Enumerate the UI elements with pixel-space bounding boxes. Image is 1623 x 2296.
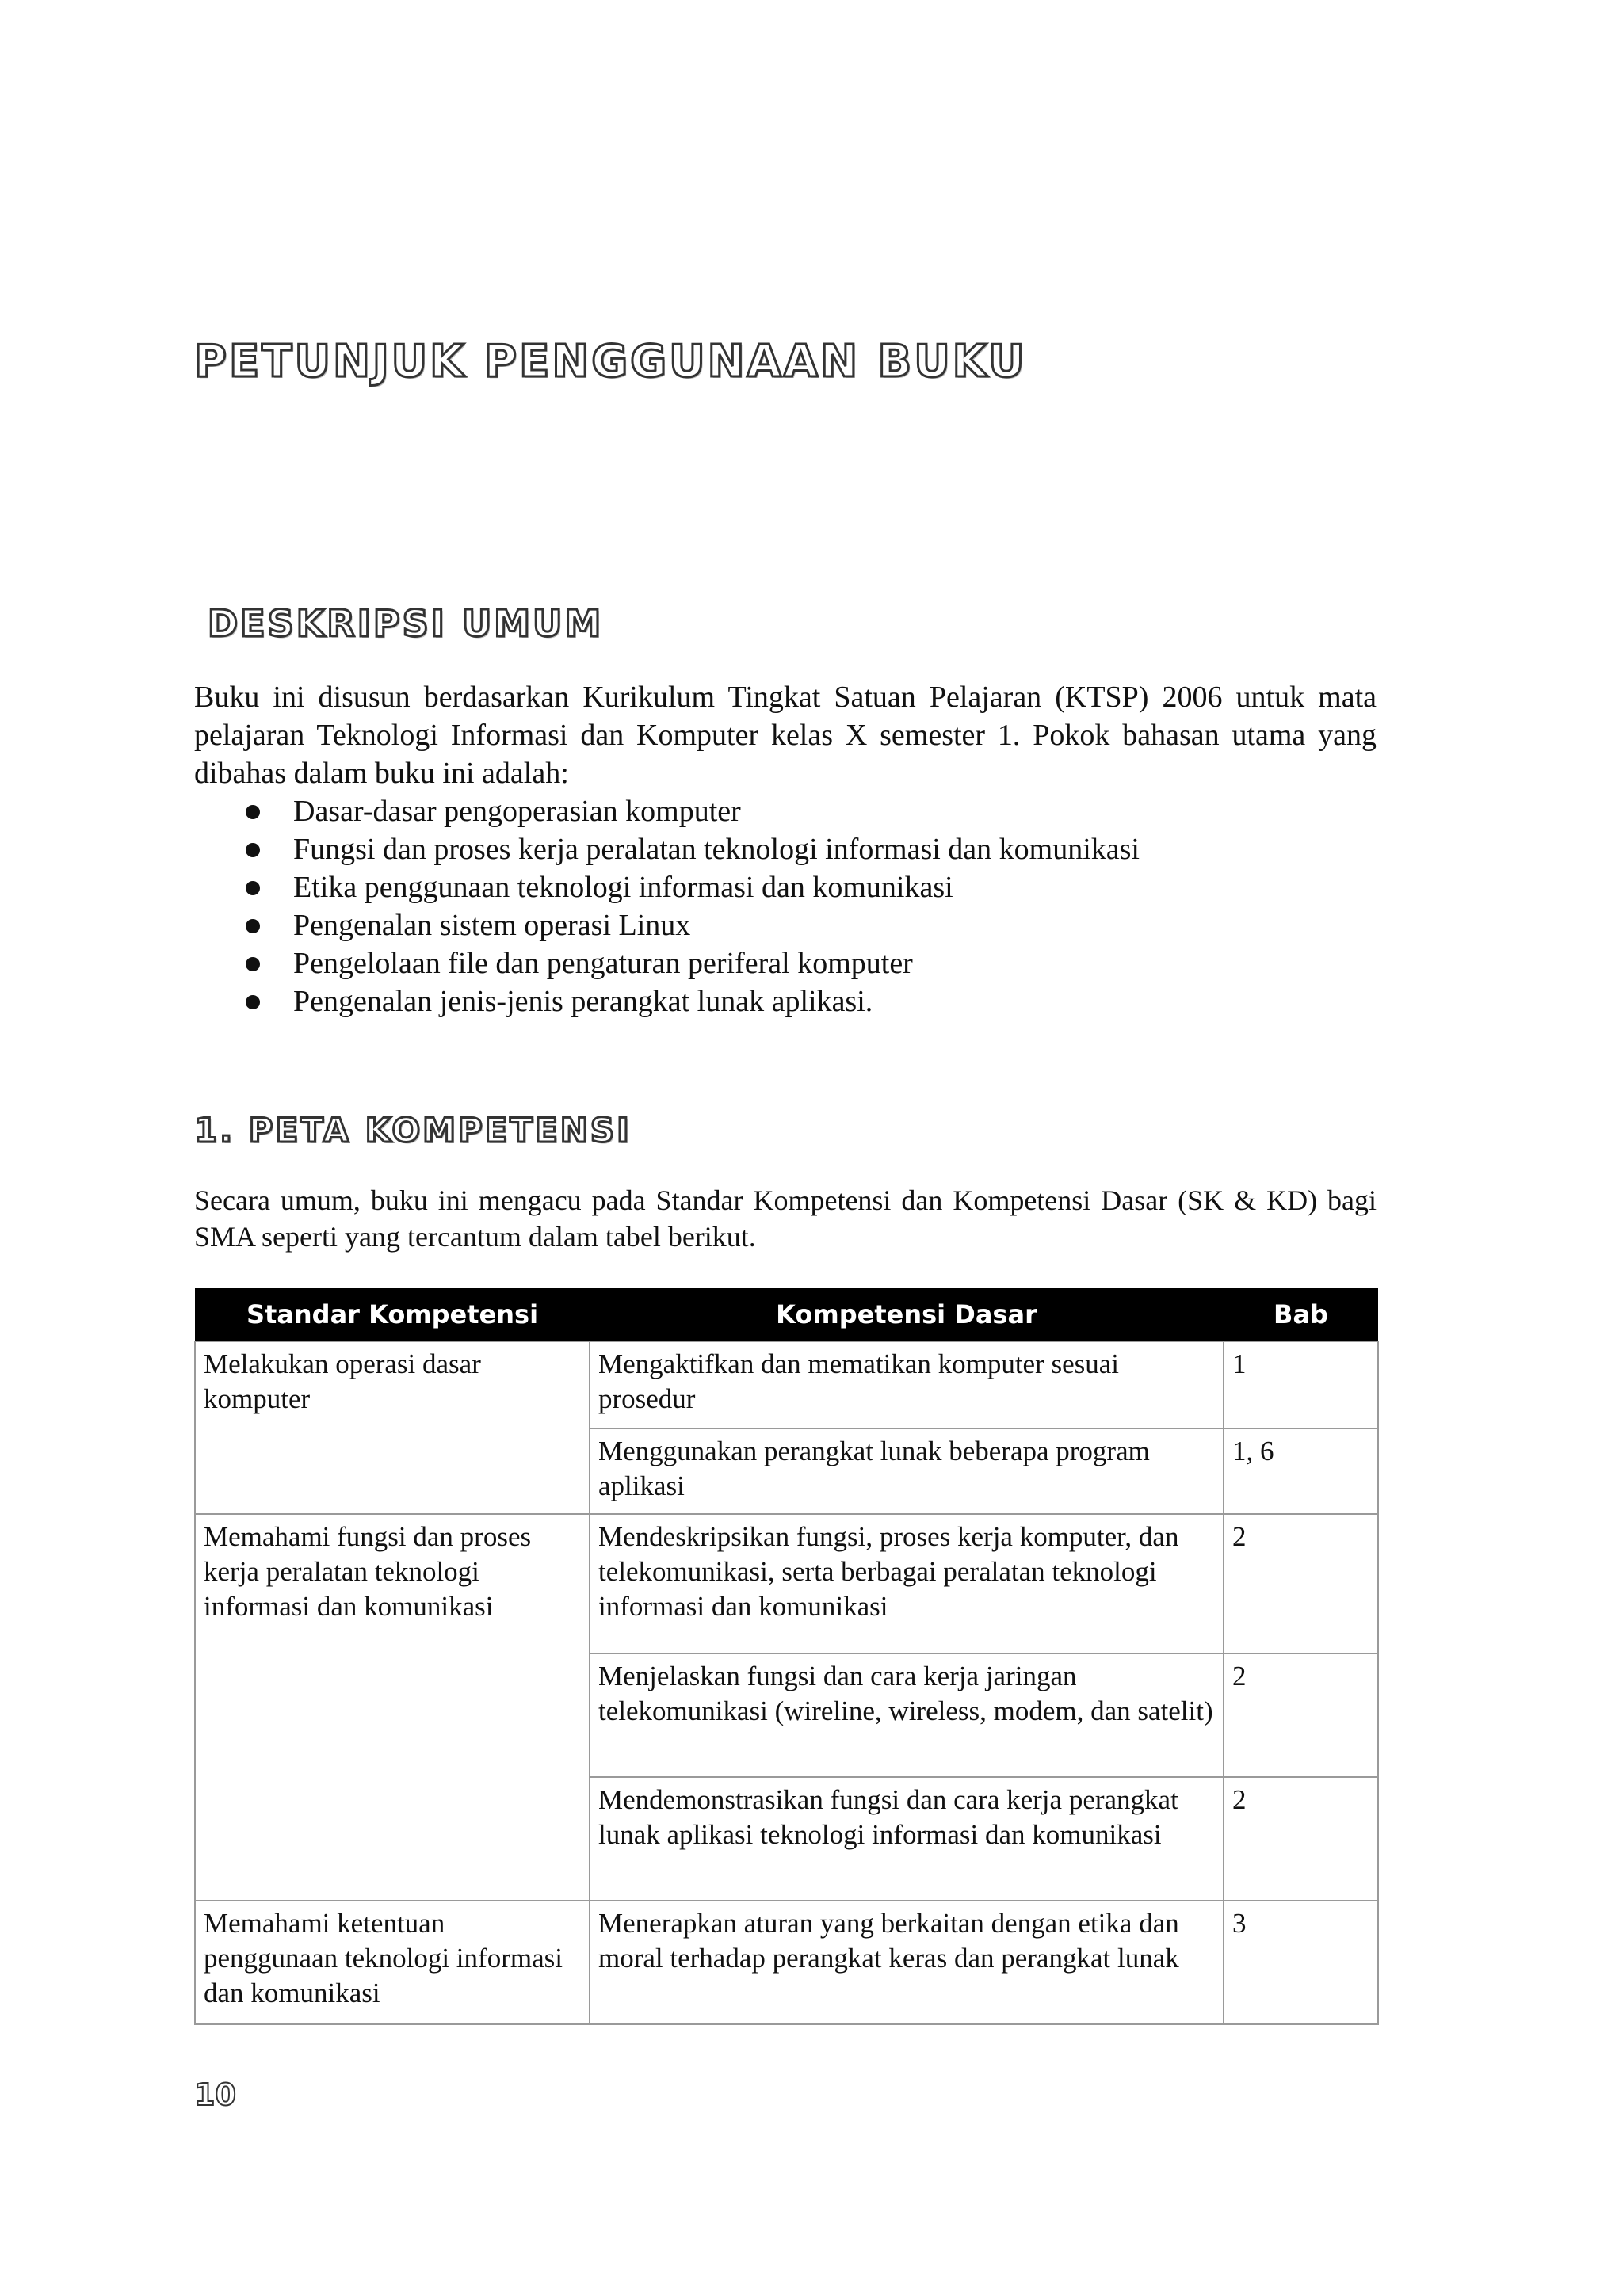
topic-text: Pengenalan jenis-jenis perangkat lunak aplikasi. <box>293 985 873 1018</box>
topic-text: Pengenalan sistem operasi Linux <box>293 909 691 942</box>
competency-cell: Mendeskripsikan fungsi, proses kerja komputer, dan telekomunikasi, serta berbagai peralatan teknologi informasi dan komunikasi <box>590 1514 1224 1653</box>
chapter-cell: 2 <box>1224 1514 1378 1653</box>
competency-cell: Menerapkan aturan yang berkaitan dengan etika dan moral terhadap perangkat keras dan perangkat lunak <box>590 1901 1224 2024</box>
competency-table <box>194 1288 1379 2025</box>
section-heading-deskripsi-umum: DESKRIPSI UMUM <box>208 602 604 645</box>
list-item <box>246 982 1140 1020</box>
page-number: 10 <box>194 2077 236 2112</box>
competency-cell: Mengaktifkan dan mematikan komputer sesuai prosedur <box>590 1341 1224 1428</box>
list-item <box>246 830 1140 868</box>
chapter-cell: 1, 6 <box>1224 1428 1378 1514</box>
bullet-icon <box>246 881 260 895</box>
topic-list <box>246 792 1140 1020</box>
competency-cell: Mendemonstrasikan fungsi dan cara kerja perangkat lunak aplikasi teknologi informasi dan komunikasi <box>590 1777 1224 1901</box>
topic-text: Pengelolaan file dan pengaturan periferal komputer <box>293 947 913 980</box>
chapter-cell: 3 <box>1224 1901 1378 2024</box>
bullet-icon <box>246 995 260 1009</box>
list-item <box>246 944 1140 982</box>
chapter-cell: 2 <box>1224 1777 1378 1901</box>
table-row <box>195 1514 1378 1653</box>
standard-cell: Memahami fungsi dan proses kerja peralatan teknologi informasi dan komunikasi <box>195 1514 590 1901</box>
competency-cell: Menggunakan perangkat lunak beberapa program aplikasi <box>590 1428 1224 1514</box>
bullet-icon <box>246 805 260 819</box>
table-row <box>195 1341 1378 1428</box>
bullet-icon <box>246 957 260 971</box>
table-header-row <box>195 1288 1378 1341</box>
chapter-cell: 2 <box>1224 1653 1378 1777</box>
topic-text: Fungsi dan proses kerja peralatan teknologi informasi dan komunikasi <box>293 833 1140 866</box>
chapter-cell: 1 <box>1224 1341 1378 1428</box>
list-item <box>246 906 1140 944</box>
bullet-icon <box>246 843 260 857</box>
page-title: PETUNJUK PENGGUNAAN BUKU <box>194 336 1027 387</box>
bullet-icon <box>246 919 260 933</box>
standard-cell: Melakukan operasi dasar komputer <box>195 1341 590 1514</box>
header-standar-kompetensi: Standar Kompetensi <box>195 1288 590 1341</box>
header-bab: Bab <box>1224 1288 1378 1341</box>
standard-cell: Memahami ketentuan penggunaan teknologi informasi dan komunikasi <box>195 1901 590 2024</box>
header-kompetensi-dasar: Kompetensi Dasar <box>590 1288 1224 1341</box>
competency-cell: Menjelaskan fungsi dan cara kerja jaringan telekomunikasi (wireline, wireless, modem, dan satelit) <box>590 1653 1224 1777</box>
intro-paragraph: Buku ini disusun berdasarkan Kurikulum Tingkat Satuan Pelajaran (KTSP) 2006 untuk mata pelajaran Teknologi Informasi dan Komputer kelas X semester 1. Pokok bahasan utama yang dibahas dalam buku ini adalah: <box>194 681 1377 790</box>
section-heading-peta-kompetensi: 1. PETA KOMPETENSI <box>194 1111 632 1150</box>
competency-intro-paragraph: Secara umum, buku ini mengacu pada Standar Kompetensi dan Kompetensi Dasar (SK & KD) bagi SMA seperti yang tercantum dalam tabel berikut. <box>194 1184 1377 1253</box>
list-item <box>246 868 1140 906</box>
list-item <box>246 792 1140 830</box>
topic-text: Etika penggunaan teknologi informasi dan komunikasi <box>293 871 953 904</box>
topic-text: Dasar-dasar pengoperasian komputer <box>293 795 741 828</box>
table-row <box>195 1901 1378 2024</box>
